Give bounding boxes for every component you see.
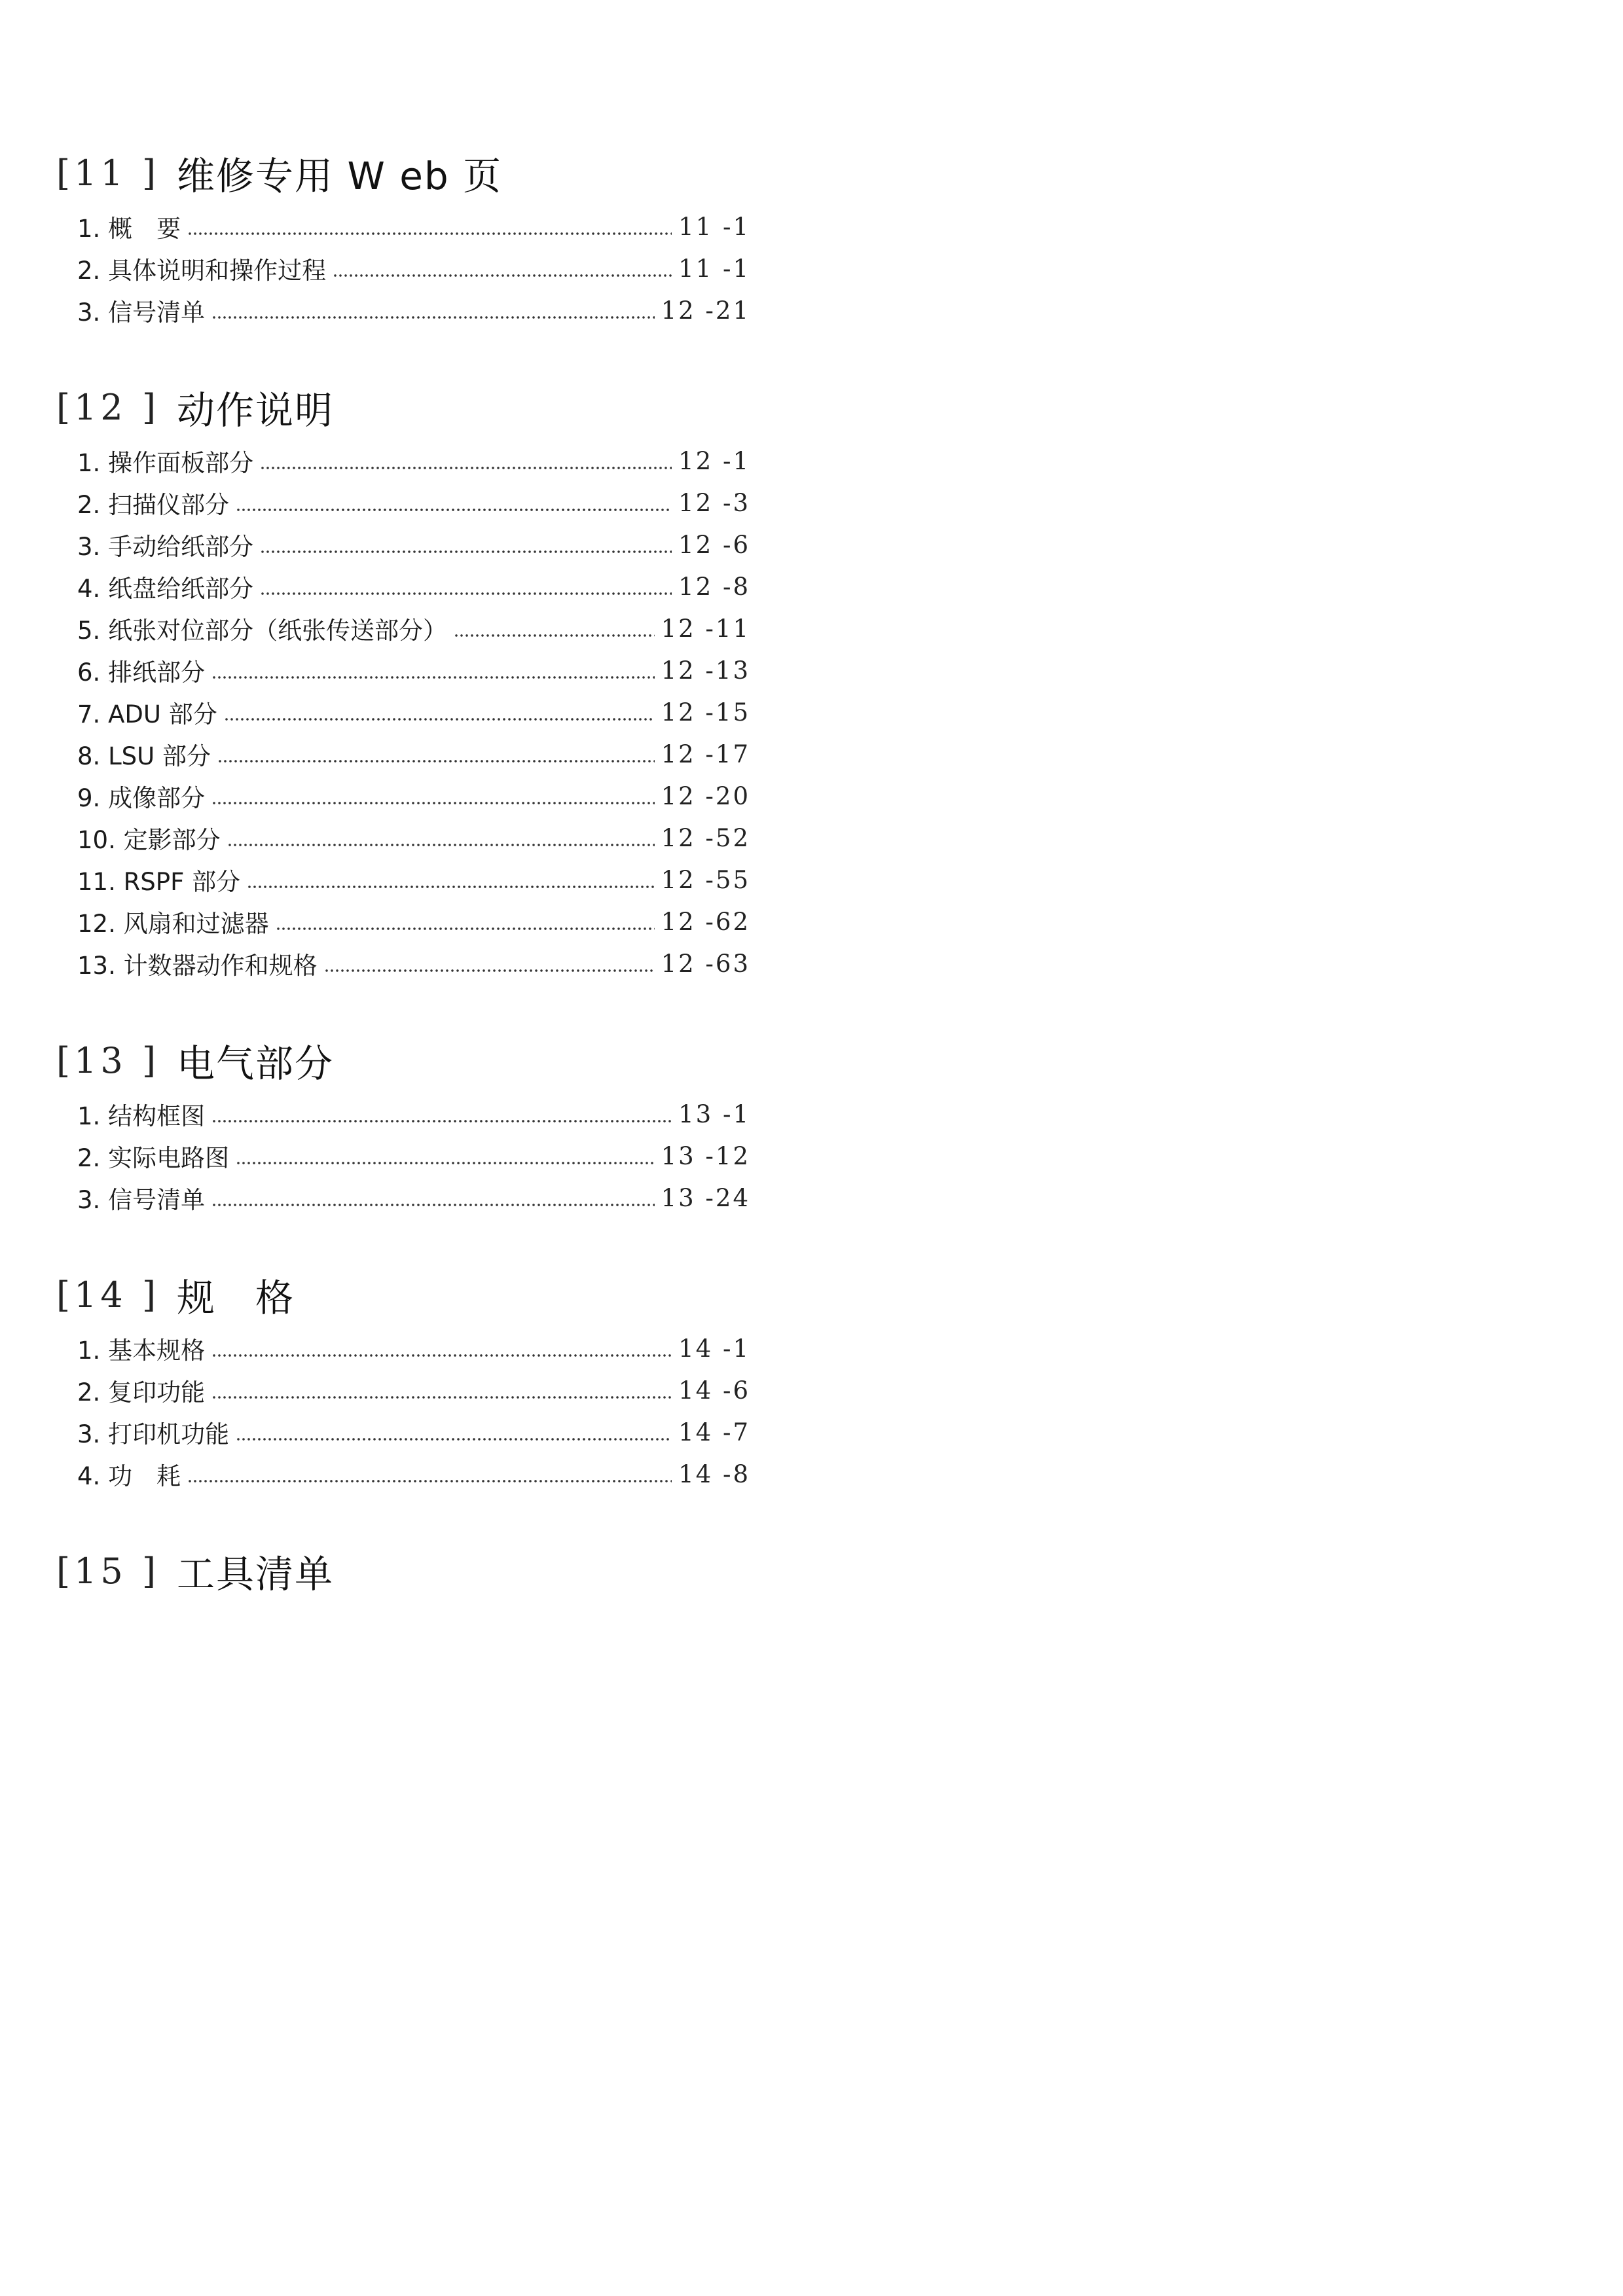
section-heading <box>56 1034 750 1086</box>
dot-leader <box>187 232 672 235</box>
toc-section-11 <box>56 147 750 331</box>
entry-label: 12. 风扇和过滤器 <box>77 910 269 938</box>
section-number: [15 ] <box>56 1550 160 1592</box>
section-entries <box>56 1093 750 1219</box>
toc-entry[interactable] <box>77 206 750 247</box>
section-entries <box>56 206 750 331</box>
dot-leader <box>211 316 654 319</box>
dot-leader <box>260 467 672 469</box>
dot-leader <box>211 1204 654 1206</box>
toc-entry[interactable] <box>77 440 750 482</box>
entry-page-number: 11 -1 <box>678 212 750 241</box>
entry-page-number: 11 -1 <box>678 254 750 283</box>
entry-page-number: 14 -7 <box>678 1418 750 1446</box>
dot-leader <box>187 1480 672 1482</box>
entry-label: 2. 复印功能 <box>77 1378 206 1407</box>
entry-page-number: 12 -55 <box>661 865 750 894</box>
entry-page-number: 12 -17 <box>661 740 750 768</box>
section-title: 动作说明 <box>177 388 335 433</box>
entry-label: 10. 定影部分 <box>77 826 221 854</box>
toc-entry[interactable] <box>77 565 750 607</box>
toc-entry[interactable] <box>77 691 750 733</box>
entry-label: 6. 排纸部分 <box>77 658 206 687</box>
toc-entry[interactable] <box>77 775 750 817</box>
section-entries <box>56 440 750 984</box>
entry-page-number: 14 -8 <box>678 1460 750 1488</box>
section-title: 电气部分 <box>177 1041 335 1086</box>
entry-label: 9. 成像部分 <box>77 784 206 812</box>
toc-section-15 <box>56 1545 750 1597</box>
entry-page-number: 12 -1 <box>678 446 750 475</box>
section-number: [13 ] <box>56 1039 160 1081</box>
toc-entry[interactable] <box>77 524 750 565</box>
toc-entry[interactable] <box>77 859 750 901</box>
dot-leader <box>227 844 655 846</box>
entry-label: 1. 基本规格 <box>77 1336 206 1365</box>
toc-section-12 <box>56 381 750 984</box>
entry-page-number: 13 -1 <box>678 1100 750 1128</box>
toc-entry[interactable] <box>77 942 750 984</box>
dot-leader <box>211 676 654 679</box>
toc-entry[interactable] <box>77 1327 750 1369</box>
entry-label: 4. 功 耗 <box>77 1462 181 1490</box>
dot-leader <box>324 969 655 972</box>
dot-leader <box>236 1438 672 1441</box>
section-title: 维修专用 W eb 页 <box>177 154 503 198</box>
toc-entry[interactable] <box>77 1177 750 1219</box>
toc-entry[interactable] <box>77 1135 750 1177</box>
entry-label: 1. 概 要 <box>77 215 181 243</box>
entry-label: 13. 计数器动作和规格 <box>77 952 318 980</box>
entry-page-number: 12 -3 <box>678 488 750 517</box>
toc-entry[interactable] <box>77 247 750 289</box>
toc-section-14 <box>56 1268 750 1495</box>
dot-leader <box>211 1396 672 1399</box>
section-heading <box>56 381 750 433</box>
entry-label: 3. 信号清单 <box>77 298 206 327</box>
toc-section-13 <box>56 1034 750 1219</box>
toc-entry[interactable] <box>77 733 750 775</box>
entry-label: 3. 手动给纸部分 <box>77 533 254 561</box>
entry-page-number: 12 -11 <box>661 614 750 643</box>
entry-page-number: 12 -21 <box>661 296 750 325</box>
section-title: 工具清单 <box>177 1552 335 1596</box>
toc-entry[interactable] <box>77 817 750 859</box>
entry-page-number: 12 -6 <box>678 530 750 559</box>
entry-page-number: 13 -12 <box>661 1141 750 1170</box>
entry-page-number: 12 -20 <box>661 781 750 810</box>
section-entries <box>56 1327 750 1495</box>
entry-label: 7. ADU 部分 <box>77 700 217 728</box>
toc-entry[interactable] <box>77 607 750 649</box>
dot-leader <box>276 927 655 930</box>
dot-leader <box>260 592 672 595</box>
entry-page-number: 12 -8 <box>678 572 750 601</box>
entry-label: 11. RSPF 部分 <box>77 868 241 896</box>
dot-leader <box>247 886 654 888</box>
toc-entry[interactable] <box>77 1453 750 1495</box>
entry-page-number: 12 -13 <box>661 656 750 685</box>
entry-label: 3. 信号清单 <box>77 1186 206 1214</box>
dot-leader <box>236 1162 654 1164</box>
dot-leader <box>236 509 672 511</box>
toc-entry[interactable] <box>77 649 750 691</box>
entry-label: 2. 实际电路图 <box>77 1144 230 1172</box>
section-number: [12 ] <box>56 386 160 428</box>
section-number: [11 ] <box>56 152 160 194</box>
toc-entry[interactable] <box>77 1093 750 1135</box>
entry-page-number: 14 -6 <box>678 1376 750 1405</box>
entry-label: 4. 纸盘给纸部分 <box>77 575 254 603</box>
toc-entry[interactable] <box>77 1411 750 1453</box>
entry-label: 3. 打印机功能 <box>77 1420 230 1448</box>
entry-page-number: 12 -15 <box>661 698 750 726</box>
entry-label: 1. 操作面板部分 <box>77 449 254 477</box>
entry-label: 5. 纸张对位部分（纸张传送部分） <box>77 617 448 645</box>
dot-leader <box>454 634 655 637</box>
section-heading <box>56 1545 750 1597</box>
entry-label: 2. 扫描仪部分 <box>77 491 230 519</box>
dot-leader <box>333 274 672 277</box>
entry-page-number: 12 -63 <box>661 949 750 978</box>
dot-leader <box>211 1354 672 1357</box>
section-title: 规 格 <box>177 1276 295 1320</box>
toc-entry[interactable] <box>77 289 750 331</box>
toc-entry[interactable] <box>77 1369 750 1411</box>
dot-leader <box>211 802 654 804</box>
dot-leader <box>211 1120 672 1122</box>
entry-label: 1. 结构框图 <box>77 1102 206 1130</box>
dot-leader <box>224 718 655 721</box>
section-heading <box>56 147 750 199</box>
entry-page-number: 14 -1 <box>678 1334 750 1363</box>
dot-leader <box>260 550 672 553</box>
entry-page-number: 12 -62 <box>661 907 750 936</box>
section-heading <box>56 1268 750 1321</box>
toc-entry[interactable] <box>77 901 750 942</box>
dot-leader <box>217 760 655 762</box>
entry-label: 8. LSU 部分 <box>77 742 211 770</box>
toc-entry[interactable] <box>77 482 750 524</box>
section-number: [14 ] <box>56 1274 160 1316</box>
entry-label: 2. 具体说明和操作过程 <box>77 257 327 285</box>
entry-page-number: 13 -24 <box>661 1183 750 1212</box>
entry-page-number: 12 -52 <box>661 823 750 852</box>
